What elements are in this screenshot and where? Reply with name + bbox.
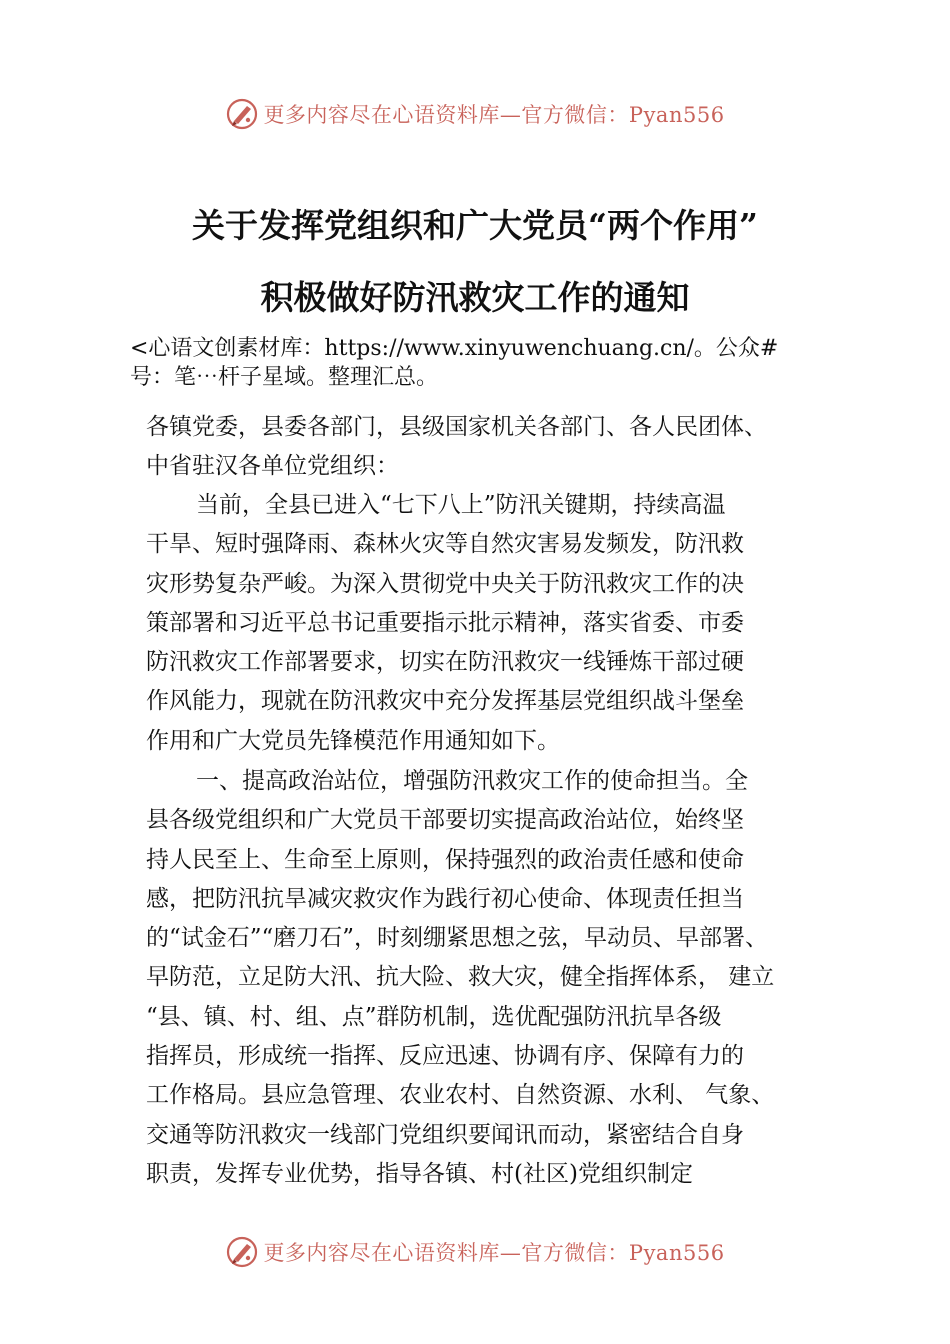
paragraph-line: 作风能力，现就在防汛救灾中充分发挥基层党组织战斗堡垒	[146, 688, 744, 715]
document-title-line-1: 关于发挥党组织和广大党员“两个作用”	[192, 206, 758, 245]
pen-quill-logo-icon	[225, 1235, 259, 1269]
paragraph-line: 工作格局。县应急管理、农业农村、自然资源、水利、 气象、	[146, 1082, 775, 1109]
watermark-text: 更多内容尽在心语资料库—官方微信：Pyan556	[263, 103, 725, 127]
source-note	[130, 334, 830, 392]
paragraph-line: 策部署和习近平总书记重要指示批示精神，落实省委、市委	[146, 609, 744, 636]
watermark-text: 更多内容尽在心语资料库—官方微信：Pyan556	[263, 1241, 725, 1265]
paragraph-line: 防汛救灾工作部署要求，切实在防汛救灾一线锤炼干部过硬	[146, 649, 744, 676]
paragraph-line: 县各级党组织和广大党员干部要切实提高政治站位，始终坚	[146, 807, 744, 834]
addressee-line-1: 各镇党委，县委各部门，县级国家机关各部门、各人民团体、	[146, 414, 767, 440]
paragraph-line: 的“试金石”“磨刀石”，时刻绷紧思想之弦，早动员、早部署、	[146, 925, 769, 952]
pen-quill-logo-icon	[225, 97, 259, 131]
header-watermark-banner	[0, 92, 950, 136]
paragraph-line: 感，把防汛抗旱减灾救灾作为践行初心使命、体现责任担当	[146, 885, 744, 912]
paragraph-line: “县、镇、村、组、点”群防机制，选优配强防汛抗旱各级	[146, 1003, 722, 1030]
paragraph-line: 灾形势复杂严峻。为深入贯彻党中央关于防汛救灾工作的决	[146, 570, 744, 597]
paragraph-line: 一、提高政治站位，增强防汛救灾工作的使命担当。全	[196, 768, 748, 794]
paragraph-line: 作用和广大党员先锋模范作用通知如下。	[146, 727, 560, 754]
paragraph-line: 持人民至上、生命至上原则，保持强烈的政治责任感和使命	[146, 846, 744, 873]
document-title-line-2: 积极做好防汛救灾工作的通知	[260, 278, 690, 317]
paragraph-1	[146, 486, 826, 761]
source-note-line-1: <心语文创素材库：https://www.xinyuwenchuang.cn/。公众#	[130, 336, 779, 361]
paragraph-2	[146, 762, 826, 1194]
addressee	[146, 408, 826, 487]
paragraph-line: 早防范，立足防大汛、抗大险、救大灾，健全指挥体系， 建立	[146, 964, 775, 991]
paragraph-line: 指挥员，形成统一指挥、反应迅速、协调有序、保障有力的	[146, 1043, 744, 1070]
source-note-line-2: 号：笔⋯杆子星域。整理汇总。	[130, 365, 439, 390]
paragraph-line: 职责，发挥专业优势，指导各镇、村(社区)党组织制定	[146, 1160, 693, 1187]
paragraph-line: 当前，全县已进入“七下八上”防汛关键期，持续高温	[196, 492, 726, 518]
footer-watermark-banner	[0, 1230, 950, 1274]
addressee-line-2: 中省驻汉各单位党组织：	[146, 453, 399, 480]
paragraph-line: 干旱、短时强降雨、森林火灾等自然灾害易发频发，防汛救	[146, 531, 744, 558]
paragraph-line: 交通等防汛救灾一线部门党组织要闻讯而动，紧密结合自身	[146, 1121, 744, 1148]
